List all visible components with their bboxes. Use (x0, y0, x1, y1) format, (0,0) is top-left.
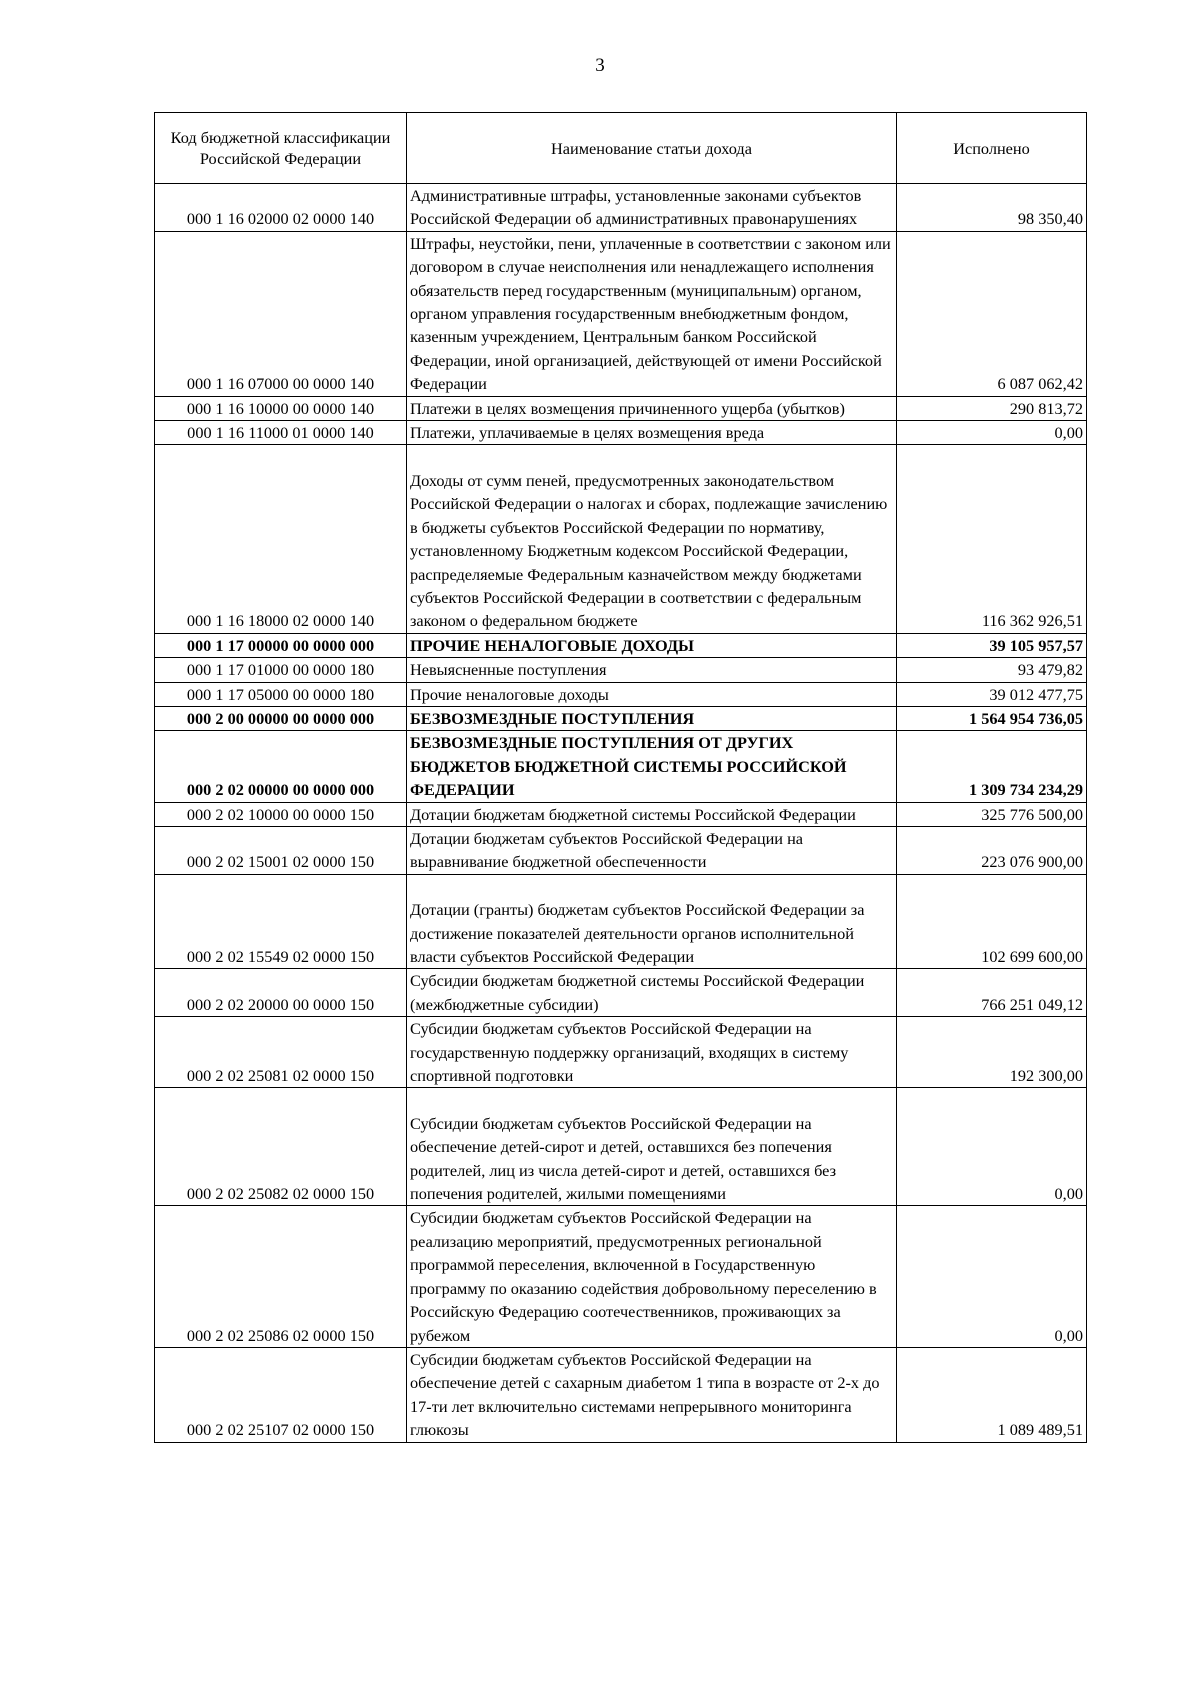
table-row (155, 706, 1087, 730)
row-name-text: Платежи в целях возмещения причиненного ущерба (убытков) (410, 398, 845, 418)
row-code: 000 1 16 07000 00 0000 140 (155, 231, 407, 396)
table-row (155, 1017, 1087, 1088)
row-name-text: Невыясненные поступления (410, 660, 607, 680)
table-row (155, 802, 1087, 826)
table-row (155, 421, 1087, 445)
row-name-text: Субсидии бюджетам субъектов Российской Федерации на обеспечение детей-сирот и детей, оставшихся без попечения родителей, лиц из числа детей-сирот и детей, оставшихся без попечения родителей, жилыми помещениями (410, 1113, 837, 1204)
row-code: 000 1 17 00000 00 0000 000 (155, 633, 407, 657)
row-name (407, 1347, 897, 1442)
row-amount: 102 699 600,00 (897, 874, 1087, 969)
row-amount: 290 813,72 (897, 396, 1087, 420)
table-row (155, 969, 1087, 1017)
table-row (155, 396, 1087, 420)
row-code: 000 1 16 18000 02 0000 140 (155, 445, 407, 633)
row-amount: 116 362 926,51 (897, 445, 1087, 633)
row-name (407, 731, 897, 802)
row-name (407, 706, 897, 730)
table-row (155, 682, 1087, 706)
row-amount: 1 564 954 736,05 (897, 706, 1087, 730)
row-name (407, 445, 897, 633)
row-name (407, 1088, 897, 1206)
row-code: 000 2 02 25086 02 0000 150 (155, 1206, 407, 1347)
row-spacer (410, 1088, 893, 1111)
row-spacer (410, 445, 893, 468)
table-row (155, 731, 1087, 802)
row-code: 000 1 17 05000 00 0000 180 (155, 682, 407, 706)
table-row (155, 231, 1087, 396)
row-amount: 0,00 (897, 421, 1087, 445)
row-name (407, 231, 897, 396)
table-header-row (155, 113, 1087, 184)
row-name-text: БЕЗВОЗМЕЗДНЫЕ ПОСТУПЛЕНИЯ ОТ ДРУГИХ БЮДЖЕТОВ БЮДЖЕТНОЙ СИСТЕМЫ РОССИЙСКОЙ ФЕДЕРАЦИИ (410, 733, 847, 800)
table-row (155, 445, 1087, 633)
row-code: 000 1 17 01000 00 0000 180 (155, 658, 407, 682)
row-code: 000 2 02 00000 00 0000 000 (155, 731, 407, 802)
row-amount: 93 479,82 (897, 658, 1087, 682)
row-amount: 39 012 477,75 (897, 682, 1087, 706)
row-code: 000 2 02 25082 02 0000 150 (155, 1088, 407, 1206)
row-code: 000 2 00 00000 00 0000 000 (155, 706, 407, 730)
row-name-text: Дотации (гранты) бюджетам субъектов Российской Федерации за достижение показателей деятельности органов исполнительной власти субъектов Российской Федерации (410, 900, 865, 966)
row-amount: 192 300,00 (897, 1017, 1087, 1088)
row-name-text: Административные штрафы, установленные законами субъектов Российской Федерации об административных правонарушениях (410, 186, 862, 229)
table-row (155, 1088, 1087, 1206)
row-name-text: Дотации бюджетам субъектов Российской Федерации на выравнивание бюджетной обеспеченности (410, 828, 804, 872)
row-name-text: Платежи, уплачиваемые в целях возмещения вреда (410, 423, 765, 443)
row-name (407, 658, 897, 682)
row-amount: 1 089 489,51 (897, 1347, 1087, 1442)
row-name-text: Субсидии бюджетам бюджетной системы Российской Федерации (межбюджетные субсидии) (410, 971, 865, 1014)
row-name (407, 421, 897, 445)
table-row (155, 826, 1087, 874)
row-amount: 39 105 957,57 (897, 633, 1087, 657)
table-body (155, 184, 1087, 1443)
row-code: 000 1 16 02000 02 0000 140 (155, 184, 407, 232)
row-name (407, 682, 897, 706)
row-code: 000 1 16 11000 01 0000 140 (155, 421, 407, 445)
row-amount: 766 251 049,12 (897, 969, 1087, 1017)
row-name (407, 633, 897, 657)
header-name: Наименование статьи дохода (407, 113, 897, 184)
row-name (407, 396, 897, 420)
row-code: 000 1 16 10000 00 0000 140 (155, 396, 407, 420)
page-number: 3 (595, 55, 605, 76)
row-amount: 98 350,40 (897, 184, 1087, 232)
row-amount: 223 076 900,00 (897, 826, 1087, 874)
row-name-text: Субсидии бюджетам субъектов Российской Федерации на реализацию мероприятий, предусмотренных региональной программой переселения, включенной в Государственную программу по оказанию содействия добровольному переселению в Российскую Федерацию соотечественников, проживающих за рубежом (410, 1208, 877, 1345)
row-name-text: ПРОЧИЕ НЕНАЛОГОВЫЕ ДОХОДЫ (410, 635, 695, 655)
header-code: Код бюджетной классификации Российской Федерации (155, 113, 407, 184)
row-code: 000 2 02 20000 00 0000 150 (155, 969, 407, 1017)
row-name-text: Субсидии бюджетам субъектов Российской Федерации на государственную поддержку организаций, входящих в систему спортивной подготовки (410, 1019, 849, 1086)
table-row (155, 1347, 1087, 1442)
table-row (155, 658, 1087, 682)
table-row (155, 874, 1087, 969)
row-name-text: Субсидии бюджетам субъектов Российской Федерации на обеспечение детей с сахарным диабетом 1 типа в возрасте от 2-х до 17-ти лет включительно системами непрерывного мониторинга глюкозы (410, 1349, 880, 1440)
table-row (155, 633, 1087, 657)
row-spacer (410, 875, 893, 898)
row-amount: 0,00 (897, 1088, 1087, 1206)
row-name (407, 802, 897, 826)
row-amount: 0,00 (897, 1206, 1087, 1347)
row-name-text: БЕЗВОЗМЕЗДНЫЕ ПОСТУПЛЕНИЯ (410, 708, 695, 728)
row-name (407, 874, 897, 969)
row-name (407, 969, 897, 1017)
row-name-text: Прочие неналоговые доходы (410, 684, 609, 704)
row-code: 000 2 02 15001 02 0000 150 (155, 826, 407, 874)
header-amount: Исполнено (897, 113, 1087, 184)
row-code: 000 2 02 15549 02 0000 150 (155, 874, 407, 969)
row-name (407, 184, 897, 232)
table-row (155, 184, 1087, 232)
row-name-text: Дотации бюджетам бюджетной системы Российской Федерации (410, 804, 856, 824)
row-amount: 6 087 062,42 (897, 231, 1087, 396)
row-name (407, 826, 897, 874)
row-amount: 325 776 500,00 (897, 802, 1087, 826)
row-name-text: Доходы от сумм пеней, предусмотренных законодательством Российской Федерации о налогах и сборах, подлежащие зачислению в бюджеты субъектов Российской Федерации по нормативу, установленному Бюджетным кодексом Российской Федерации, распределяемые Федеральным казначейством между бюджетами субъектов Российской Федерации в соответствии с федеральным законом о федеральном бюджете (410, 470, 888, 631)
row-name (407, 1017, 897, 1088)
row-code: 000 2 02 25081 02 0000 150 (155, 1017, 407, 1088)
table-row (155, 1206, 1087, 1347)
row-name-text: Штрафы, неустойки, пени, уплаченные в соответствии с законом или договором в случае неисполнения или ненадлежащего исполнения обязательств перед государственным (муниципальным) органом, органом управления государственным внебюджетным фондом, казенным учреждением, Центральным банком Российской Федерации, иной организацией, действующей от имени Российской Федерации (410, 233, 891, 394)
revenue-table (154, 112, 1087, 1443)
row-name (407, 1206, 897, 1347)
row-code: 000 2 02 25107 02 0000 150 (155, 1347, 407, 1442)
row-amount: 1 309 734 234,29 (897, 731, 1087, 802)
row-code: 000 2 02 10000 00 0000 150 (155, 802, 407, 826)
